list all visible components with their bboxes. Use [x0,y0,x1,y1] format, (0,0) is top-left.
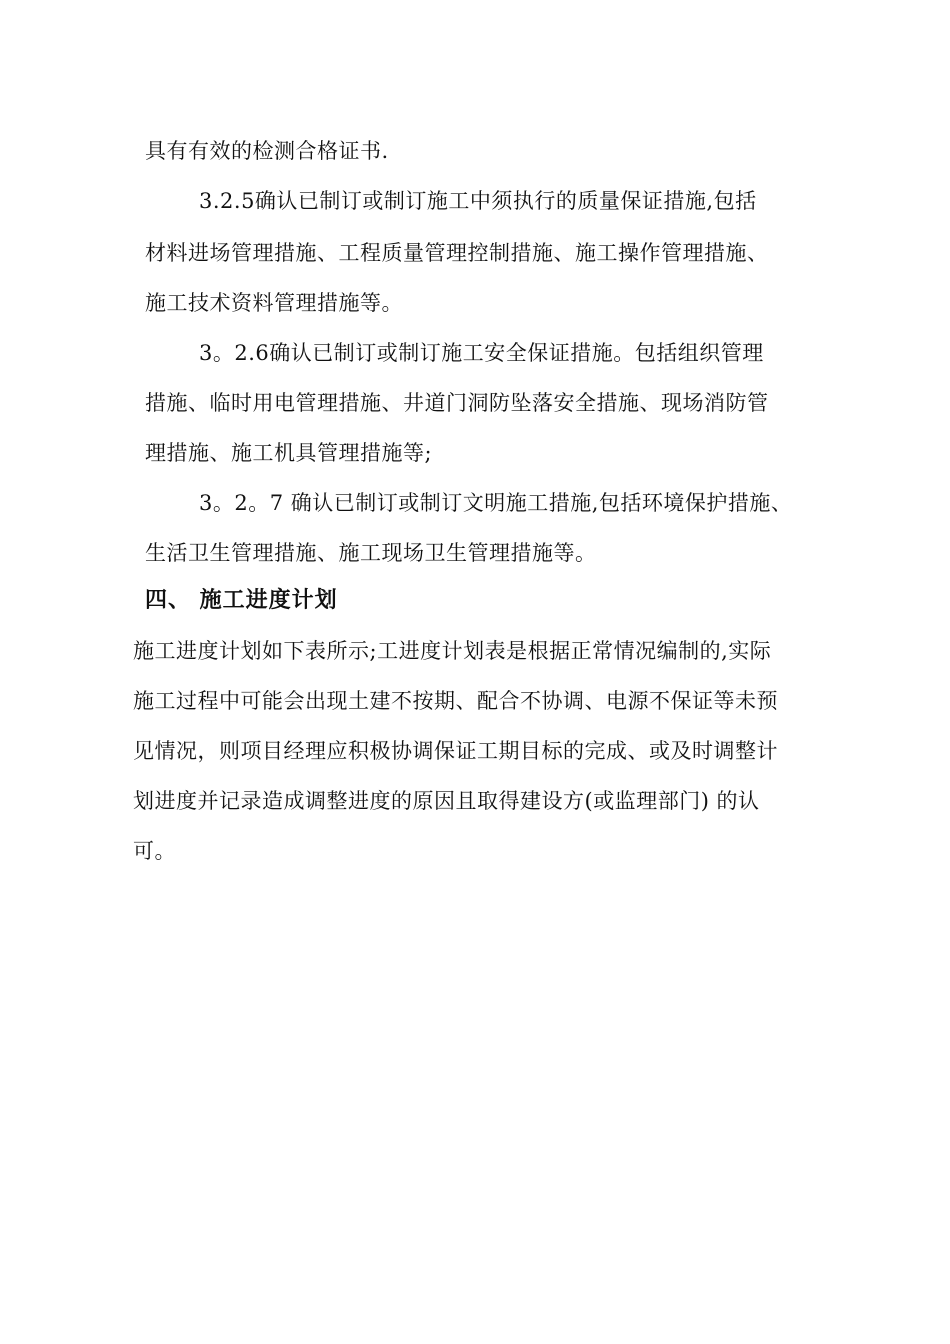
paragraph-line: 3。2.6确认已制订或制订施工安全保证措施。包括组织管理 [199,341,764,365]
paragraph-line: 3.2.5确认已制订或制订施工中须执行的质量保证措施,包括 [199,189,757,213]
paragraph-line: 施工进度计划如下表所示;工进度计划表是根据正常情况编制的,实际 [133,639,772,663]
paragraph-line: 3。2。7 确认已制订或制订文明施工措施,包括环境保护措施、 [199,491,793,515]
section-heading: 四、 施工进度计划 [145,588,338,613]
paragraph-line: 理措施、施工机具管理措施等; [145,441,433,465]
paragraph-line: 划进度并记录造成调整进度的原因且取得建设方(或监理部门) 的认 [133,789,760,813]
paragraph-line: 具有有效的检测合格证书. [145,139,389,163]
paragraph-line: 材料进场管理措施、工程质量管理控制措施、施工操作管理措施、 [145,241,769,265]
paragraph-line: 可。 [133,839,176,863]
paragraph-line: 见情况，则项目经理应积极协调保证工期目标的完成、或及时调整计 [133,739,778,763]
paragraph-line: 措施、临时用电管理措施、井道门洞防坠落安全措施、现场消防管 [145,391,769,415]
paragraph-line: 生活卫生管理措施、施工现场卫生管理措施等。 [145,541,597,565]
paragraph-line: 施工技术资料管理措施等。 [145,291,403,315]
paragraph-line: 施工过程中可能会出现土建不按期、配合不协调、电源不保证等未预 [133,689,778,713]
